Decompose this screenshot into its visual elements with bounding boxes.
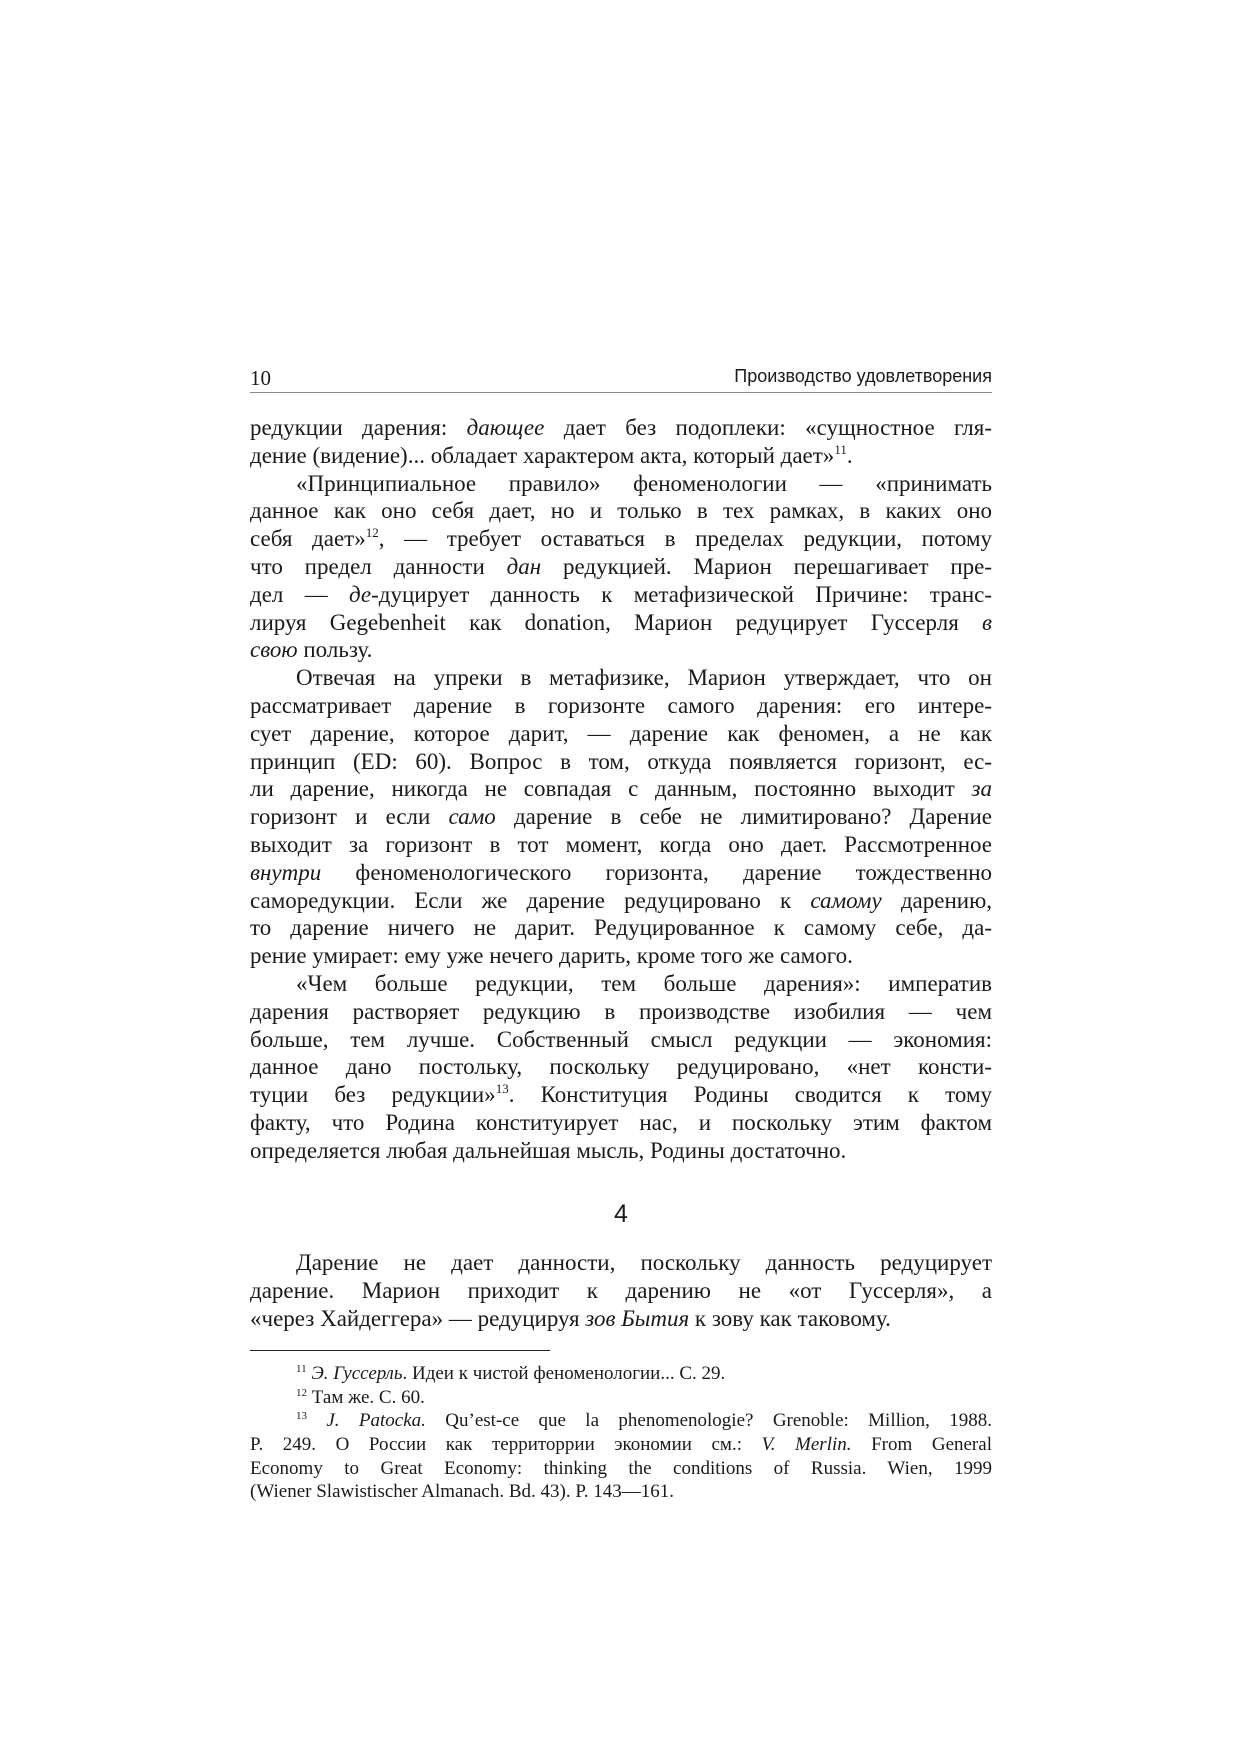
text-run: данное дано постольку, поскольку редуцировано, «нет консти- <box>250 1054 992 1080</box>
text-run: . Конституция Родины сводится к тому <box>508 1082 993 1108</box>
text-run: . Идеи к чистой феноменологии... С. 29. <box>402 1363 726 1384</box>
footnote-line <box>250 1362 992 1386</box>
text-run: дел — <box>250 581 349 607</box>
text-run: пользу. <box>297 637 373 663</box>
body-text-a <box>250 414 992 1165</box>
text-run: саморедукции. Если же дарение редуцировано к <box>250 887 811 913</box>
text-line <box>250 636 992 664</box>
text-run: рение умирает: ему уже нечего дарить, кроме того же самого. <box>250 943 853 969</box>
text-run: «Чем больше редукции, тем больше дарения»: императив <box>296 970 992 996</box>
text-run: больше, тем лучше. Собственный смысл редукции — экономия: <box>250 1026 992 1052</box>
italic-text: внутри <box>250 859 322 885</box>
footnote-line <box>250 1480 992 1504</box>
text-line <box>250 914 992 942</box>
text-line <box>250 887 992 915</box>
italic-text: свою <box>250 637 298 663</box>
text-run: лируя Gegebenheit как donation, Марион редуцирует Гуссерля <box>250 609 983 635</box>
text-run: дарения растворяет редукцию в производстве изобилия — чем <box>250 998 992 1024</box>
text-line <box>250 553 992 581</box>
text-run: что предел данности <box>250 553 507 579</box>
footnote-ref: 13 <box>296 1410 307 1423</box>
footnote-line <box>250 1433 992 1457</box>
text-line <box>250 497 992 525</box>
running-title: Производство удовлетворения <box>734 366 992 386</box>
text-line <box>250 525 992 553</box>
text-line <box>250 1053 992 1081</box>
text-run: данное как оно себя дает, но и только в тех рамках, в каких оно <box>250 498 992 524</box>
text-line <box>250 942 992 970</box>
text-line <box>250 1137 992 1165</box>
text-line <box>250 748 992 776</box>
footnote-ref: 11 <box>834 441 847 457</box>
text-run: горизонт и если <box>250 804 449 830</box>
italic-text: де <box>349 581 372 607</box>
footnote-line <box>250 1409 992 1433</box>
text-run: дает без подоплеки: «сущностное гля- <box>544 415 992 440</box>
text-line <box>250 1081 992 1109</box>
footnotes <box>250 1362 992 1504</box>
text-line <box>250 692 992 720</box>
text-line <box>250 1026 992 1054</box>
text-run: то дарение ничего не дарит. Редуцированное к самому себе, да- <box>250 915 992 941</box>
text-run: дарение в себе не лимитировано? Дарение <box>495 804 992 830</box>
text-line <box>250 775 992 803</box>
text-run: дарению, <box>881 887 993 913</box>
italic-text: J. Patocka. <box>326 1410 426 1432</box>
text-line <box>250 803 992 831</box>
text-line <box>250 1305 992 1333</box>
text-line <box>250 609 992 637</box>
text-run: Отвечая на упреки в метафизике, Марион утверждает, что он <box>296 665 992 691</box>
italic-text: Э. Гуссерль <box>311 1363 403 1384</box>
text-run: Дарение не дает данности, поскольку данность редуцирует <box>296 1250 992 1275</box>
body-text-b <box>250 1249 992 1332</box>
text-line <box>250 720 992 748</box>
text-run: . <box>846 442 853 468</box>
text-run: факту, что Родина конституирует нас, и поскольку этим фактом <box>250 1109 992 1135</box>
text-line <box>250 664 992 692</box>
italic-text: V. Merlin. <box>761 1434 852 1456</box>
text-run: From General <box>851 1434 992 1456</box>
text-line <box>250 442 992 470</box>
text-run: принцип (ED: 60). Вопрос в том, откуда появляется горизонт, ес- <box>250 748 992 774</box>
text-run: Qu’est-ce que la phenomenologie? Grenoble: Million, 1988. <box>425 1410 993 1432</box>
footnote-line <box>250 1457 992 1481</box>
text-line <box>250 581 992 609</box>
text-run: рассматривает дарение в горизонте самого дарения: его интере- <box>250 692 992 718</box>
italic-text: за <box>971 776 992 802</box>
italic-text: само <box>448 804 496 830</box>
running-header <box>250 362 992 393</box>
text-run: туции без редукции» <box>250 1082 496 1108</box>
text-line <box>250 414 992 442</box>
italic-text: зов Бытия <box>585 1305 690 1331</box>
text-run: (Wiener Slawistischer Almanach. Bd. 43). P. 143—161. <box>250 1481 675 1503</box>
text-run: определяется любая дальнейшая мысль, Родины достаточно. <box>250 1137 847 1163</box>
text-run: выходит за горизонт в тот момент, когда оно дает. Рассмотренное <box>250 831 992 857</box>
text-run: к зову как таковому. <box>689 1305 891 1331</box>
italic-text: дающее <box>466 415 545 440</box>
italic-text: самому <box>810 887 882 913</box>
footnote-line <box>250 1386 992 1410</box>
text-run: P. 249. О России как территоррии экономии см.: <box>250 1434 762 1456</box>
text-run: сует дарение, которое дарит, — дарение как феномен, а не как <box>250 720 992 746</box>
text-run: феноменологического горизонта, дарение тождественно <box>321 859 992 885</box>
footnote-ref: 11 <box>296 1363 307 1375</box>
footnote-ref: 12 <box>296 1386 307 1399</box>
text-run: «через Хайдеггера» — редуцируя <box>250 1305 586 1331</box>
text-line <box>250 998 992 1026</box>
page-number: 10 <box>250 366 271 390</box>
text-line <box>250 970 992 998</box>
text-run: «Принципиальное правило» феноменологии — «принимать <box>296 470 992 496</box>
text-line <box>250 1109 992 1137</box>
italic-text: в <box>982 609 992 635</box>
text-run: Там же. С. 60. <box>307 1386 425 1408</box>
text-run: -дуцирует данность к метафизической Причине: транс- <box>371 581 992 607</box>
text-run <box>307 1410 326 1431</box>
section-heading: 4 <box>614 1200 628 1228</box>
text-line <box>250 470 992 498</box>
text-run: Economy to Great Economy: thinking the conditions of Russia. Wien, 1999 <box>250 1457 992 1479</box>
footnote-ref: 13 <box>495 1081 509 1097</box>
text-line <box>250 859 992 887</box>
footnote-divider <box>250 1350 550 1351</box>
text-run: , — требует оставаться в пределах редукции, потому <box>378 526 992 552</box>
text-line <box>250 1249 992 1277</box>
text-run: себя дает» <box>250 526 366 552</box>
footnote-ref: 12 <box>365 525 379 541</box>
text-run: редукции дарения: <box>250 415 467 440</box>
text-line <box>250 831 992 859</box>
text-run: ли дарение, никогда не совпадая с данным, постоянно выходит <box>250 776 972 802</box>
text-line <box>250 1277 992 1305</box>
text-run: редукцией. Марион перешагивает пре- <box>541 553 993 579</box>
text-run: дение (видение)... обладает характером акта, который дает» <box>250 442 835 468</box>
text-run: дарение. Марион приходит к дарению не «от Гуссерля», а <box>250 1277 992 1303</box>
italic-text: дан <box>506 553 542 579</box>
